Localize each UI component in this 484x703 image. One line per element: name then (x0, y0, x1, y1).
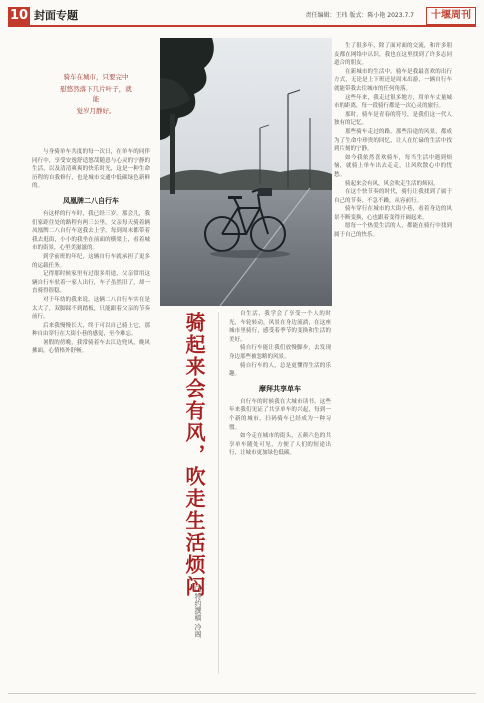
brand-logo: 十堰周刊 (426, 7, 476, 25)
body-paragraph: 骑车穿行在城市的大街小巷，看着身边的风景不断变换，心也跟着变得开阔起来。 (334, 206, 452, 221)
subheading-phoenix-bike: 凤凰牌二八自行车 (63, 195, 119, 205)
body-paragraph: 这些年来，我走过很多地方，用单车丈量城市的距离，每一段骑行都是一次心灵的旅行。 (334, 94, 452, 110)
page-number: 10 (9, 8, 29, 23)
body-paragraph: 骑自行车能让我们放慢脚步，去发现身边那些被忽略的风景。 (229, 345, 331, 360)
bicycle-photo (160, 38, 332, 306)
pull-quote-line: 骑车在城市，只要完中 (63, 73, 129, 81)
intro-paragraph: 与身骑单车共度的每一次日，在单车的同伴同行中，享受安逸舒适悠哉随意与心灵的宁静的生活，以及清清爽爽的快乐时光，这是一种生命历程的自我修行，也是城市交通中低碳绿色新鲜的。 (32, 149, 150, 190)
body-paragraph: 到学前班的年纪，这辆自行车就承担了更多的运载任务。 (32, 253, 150, 269)
article-byline: □特约撰稿 冷阁 (194, 585, 202, 638)
section-title: 封面专题 (34, 9, 78, 22)
body-paragraph: 骑起来会有风，风会吹走生活的烦闷。 (345, 180, 439, 187)
body-paragraph: 有这样的行车时，我已经三岁。那会儿，我们家距住处的路程有两三公里，父亲每天骑着辆凤凰牌二八自行车送我去上学，每到周末都带着我去逛街，小小的我坐在前面的横梁上，看着城市的街景，心里美滋滋的。 (32, 210, 150, 252)
article-column-middle (229, 310, 331, 674)
body-paragraph: 如今走在城市的街头，五颜六色的共享单车随处可见，方便了人们的短途出行，让城市更加绿色低碳。 (229, 433, 331, 457)
column-divider (218, 312, 219, 674)
body-paragraph: 骑自行车的人，总是更懂得生活的乐趣。 (229, 362, 331, 378)
article-column-left (32, 148, 150, 674)
body-paragraph: 后来我慢慢长大，终于可以自己骑上它，那种自由穿行在大街小巷的感觉，至今难忘。 (32, 322, 150, 338)
body-paragraph: 暑假的傍晚，我常骑着车去江边兜风，晚风拂面，心情格外舒畅。 (32, 339, 150, 355)
body-paragraph: 愿每一个热爱生活的人，都能在骑行中找到属于自己的快乐。 (334, 223, 452, 239)
article-column-right (334, 42, 452, 684)
pull-quote (60, 72, 132, 118)
body-paragraph: 那些骑车走过的路，那些沿途的风景，都成为了生命中珍贵的回忆，让人在忙碌的生活中找到片刻的宁静。 (334, 128, 452, 153)
article-title: 骑起来会有风，吹走生活烦闷 (182, 312, 206, 598)
body-paragraph: 在新城市的生活中，骑车是我最喜欢的出行方式，无论是上下班还是周末出游，一辆自行车就能带我去往城市的任何角落。 (334, 68, 452, 92)
body-paragraph: 在这个快节奏的时代，骑行让我找到了属于自己的节奏，不急不躁，从容前行。 (334, 189, 452, 204)
body-paragraph: 自行车的时候我在大城市读书，这些年来我们见证了共享单车的兴起，每到一个新的城市，扫码骑车已经成为一种习惯。 (229, 398, 331, 431)
editor-line: 责任编辑：王玮 版式：陈小艳 2023.7.7 (305, 12, 414, 19)
body-paragraph: 记得那时候家里有过很多用途，父亲常用这辆自行车驮着一家人出行，车子虽然旧了，却一直骑得很稳。 (32, 271, 150, 295)
body-paragraph: 自生活，我学会了享受一个人的时光，车轮转动，风景在身边流淌，在这座城市里骑行，感受着季节的变换和生活的美好。 (229, 311, 331, 343)
pull-quote-line: 慰悠然落下几片叶子，就能 (60, 85, 132, 103)
subheading-shared-bike: 摩拜共享单车 (259, 383, 301, 393)
pull-quote-line: 觉岁月静好。 (76, 107, 116, 115)
body-paragraph: 生了很多年，除了面对面的交流，和许多朋友都在网络中认识，我也在这里找到了许多志同道合的朋友。 (334, 43, 452, 67)
body-paragraph: 对于年幼的我来说，这辆二八自行车实在是太大了，双脚踩不到踏板，只能跟着父亲的节奏前行。 (32, 296, 150, 321)
footer-rule (8, 693, 476, 694)
body-paragraph: 那时，骑车是青春的符号，是我们这一代人独有的记忆。 (334, 111, 452, 127)
body-paragraph: 如今我依然喜欢骑车，每当生活中遇到烦恼，就骑上单车出去走走，让风吹散心中的忧愁。 (334, 154, 452, 178)
page-header (8, 7, 476, 27)
